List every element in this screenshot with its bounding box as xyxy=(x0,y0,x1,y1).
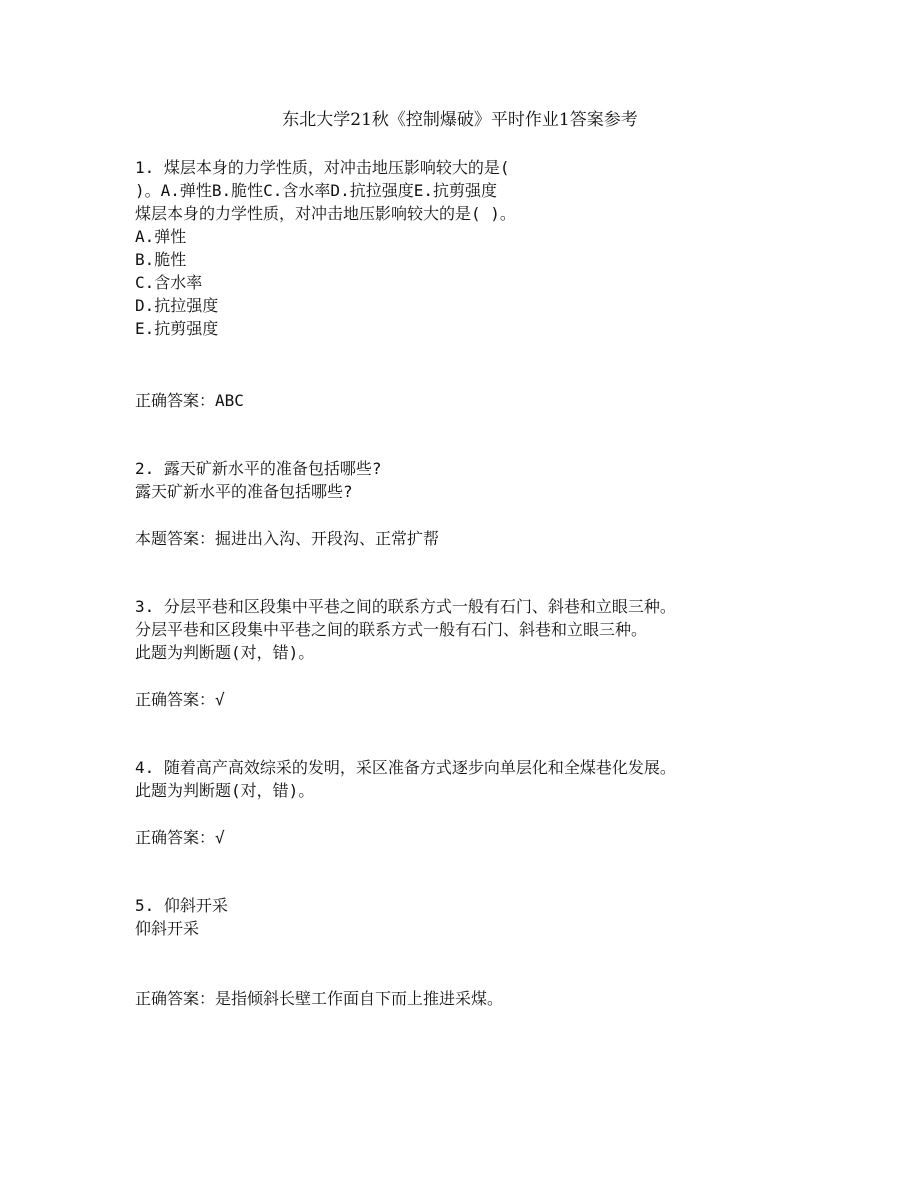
question-5-text: 仰斜开采 xyxy=(135,919,200,938)
answer-5 xyxy=(135,987,895,1010)
question-1-option-c: C.含水率 xyxy=(135,273,203,292)
question-2 xyxy=(135,457,895,503)
answer-3 xyxy=(135,688,895,711)
question-4-type: 此题为判断题(对，错)。 xyxy=(135,781,315,800)
answer-3-text: 正确答案：√ xyxy=(135,690,225,709)
question-1 xyxy=(135,156,895,340)
question-1-option-e: E.抗剪强度 xyxy=(135,319,219,338)
question-3 xyxy=(135,595,895,664)
question-1-text: 煤层本身的力学性质，对冲击地压影响较大的是( )。 xyxy=(135,204,516,223)
question-5-stem: 5. 仰斜开采 xyxy=(135,896,228,915)
question-3-stem: 3. 分层平巷和区段集中平巷之间的联系方式一般有石门、斜巷和立眼三种。 xyxy=(135,597,676,616)
answer-5-text: 正确答案：是指倾斜长壁工作面自下而上推进采煤。 xyxy=(135,989,504,1008)
question-1-option-b: B.脆性 xyxy=(135,250,187,269)
question-1-option-a: A.弹性 xyxy=(135,227,187,246)
question-3-type: 此题为判断题(对，错)。 xyxy=(135,643,315,662)
answer-2-text: 本题答案：掘进出入沟、开段沟、正常扩帮 xyxy=(135,529,440,548)
question-5 xyxy=(135,894,895,940)
answer-4 xyxy=(135,826,895,849)
question-3-text: 分层平巷和区段集中平巷之间的联系方式一般有石门、斜巷和立眼三种。 xyxy=(135,620,648,639)
question-1-stem-cont: )。A.弹性B.脆性C.含水率D.抗拉强度E.抗剪强度 xyxy=(135,181,497,200)
question-2-text: 露天矿新水平的准备包括哪些? xyxy=(135,482,353,501)
answer-2 xyxy=(135,527,895,550)
question-1-stem: 1. 煤层本身的力学性质，对冲击地压影响较大的是( xyxy=(135,158,510,177)
document-title: 东北大学21秋《控制爆破》平时作业1答案参考 xyxy=(282,110,638,130)
answer-4-text: 正确答案：√ xyxy=(135,828,225,847)
answer-1-text: 正确答案：ABC xyxy=(135,391,244,410)
question-1-option-d: D.抗拉强度 xyxy=(135,296,219,315)
question-2-stem: 2. 露天矿新水平的准备包括哪些? xyxy=(135,459,382,478)
question-4-stem: 4. 随着高产高效综采的发明，采区准备方式逐步向单层化和全煤巷化发展。 xyxy=(135,758,676,777)
question-4 xyxy=(135,756,895,802)
answer-1 xyxy=(135,389,895,412)
